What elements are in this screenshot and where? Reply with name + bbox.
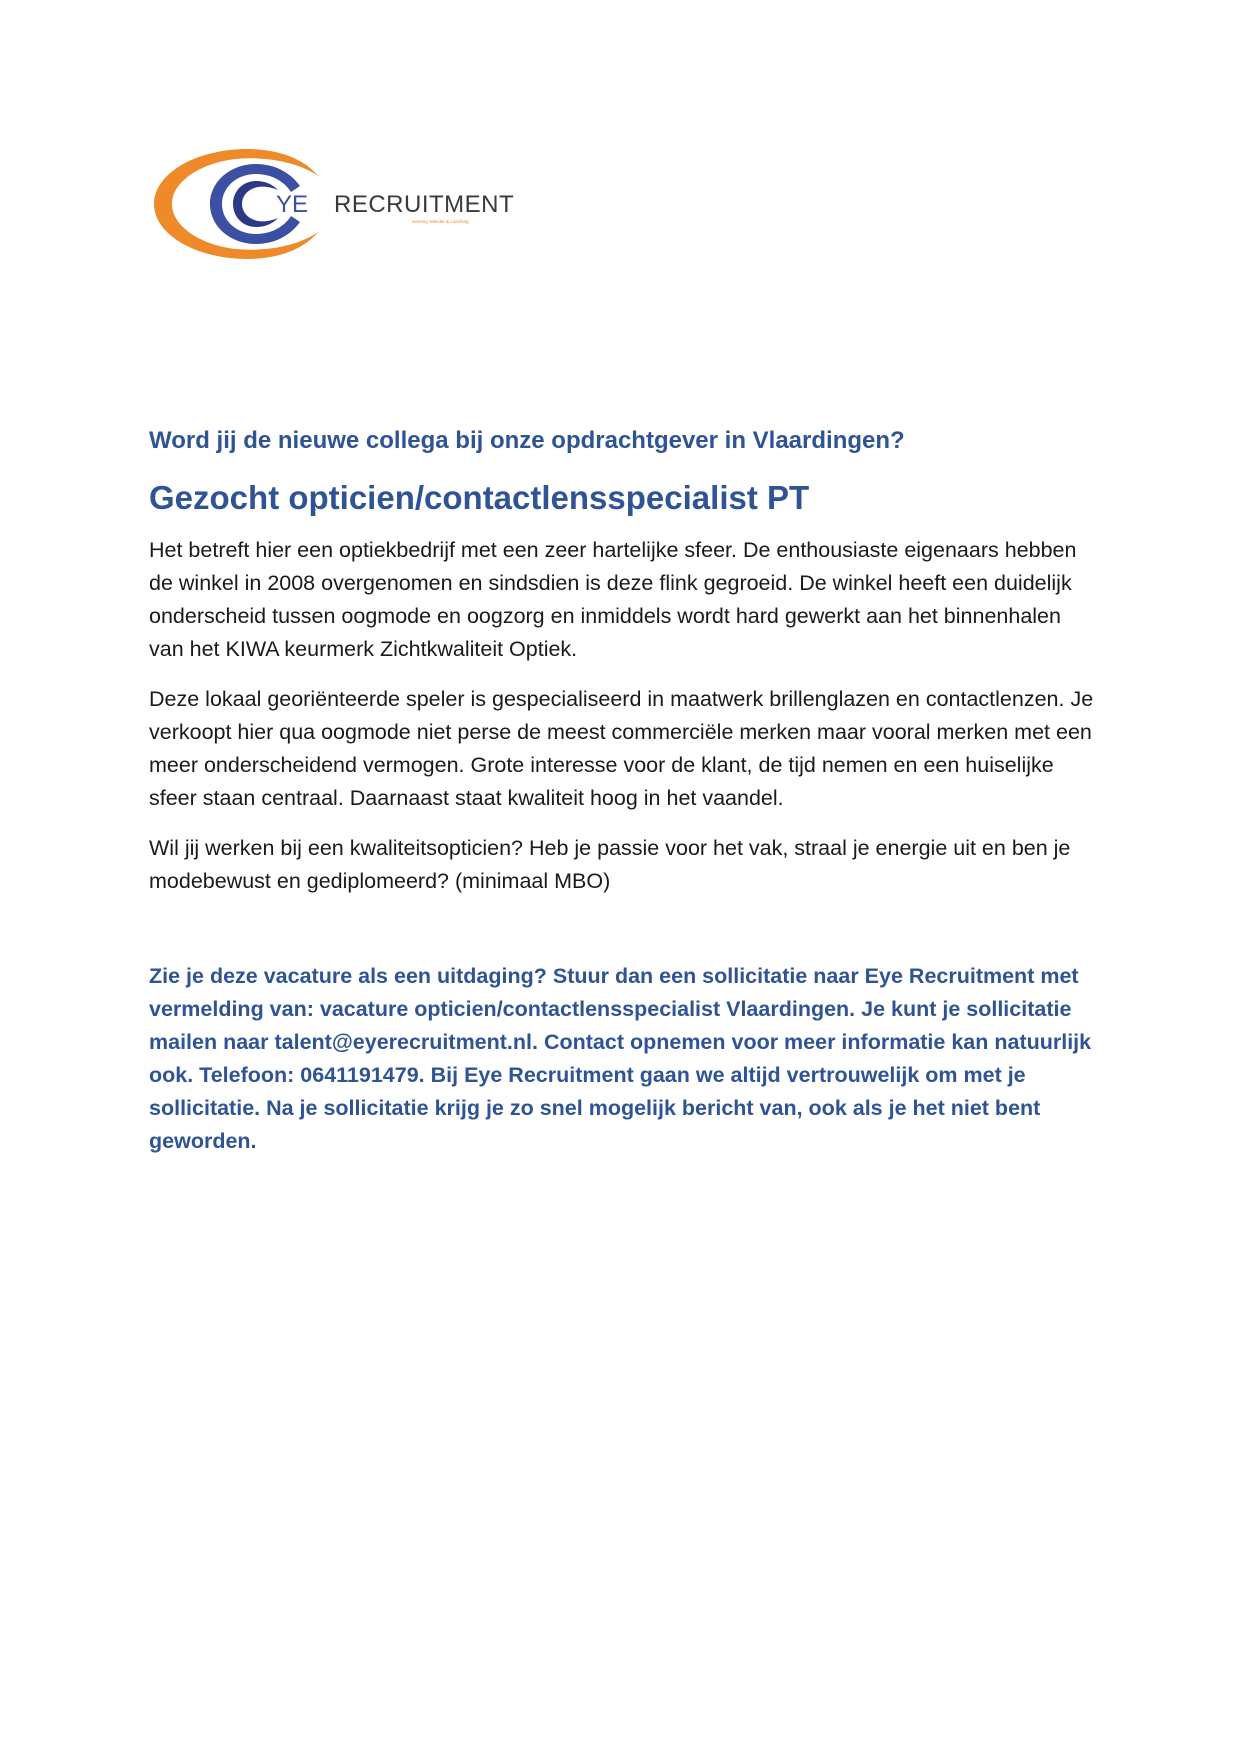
vacancy-subtitle: Word jij de nieuwe collega bij onze opdrachtgever in Vlaardingen? xyxy=(149,427,905,454)
paragraph-specialism: Deze lokaal georiënteerde speler is gespecialiseerd in maatwerk brillenglazen en contactlenzen. Je verkoopt hier qua oogmode niet perse de meest commerciële merken maar vooral merken met een meer onderscheidend vermogen. Grote interesse voor de klant, de tijd nemen en een huiselijke sfeer staan centraal. Daarnaast staat kwaliteit hoog in het vaandel. xyxy=(149,687,1094,810)
paragraph-profile: Wil jij werken bij een kwaliteitsopticien? Heb je passie voor het vak, straal je energie uit en ben je modebewust en gediplomeerd? (minimaal MBO) xyxy=(149,836,1071,893)
eye-logo-icon xyxy=(150,146,530,262)
logo-brand-text: RECRUITMENT xyxy=(334,191,515,218)
call-to-action: Zie je deze vacature als een uitdaging? Stuur dan een sollicitatie naar Eye Recruitment met vermelding van: vacature opticien/contactlensspecialist Vlaardingen. Je kunt je sollicitatie mailen naar talent@eyerecruitment.nl. Contact opnemen voor meer informatie kan natuurlijk ook. Telefoon: 0641191479. Bij Eye Recruitment gaan we altijd vertrouwelijk om met je sollicitatie. Na je sollicitatie krijg je zo snel mogelijk bericht van, ook als je het niet bent geworden. xyxy=(149,964,1092,1153)
vacancy-description xyxy=(149,534,1099,898)
logo-eye-text: YE xyxy=(276,191,309,218)
logo-tagline: werving selectie & coaching xyxy=(412,219,469,224)
paragraph-company: Het betreft hier een optiekbedrijf met een zeer hartelijke sfeer. De enthousiaste eigenaars hebben de winkel in 2008 overgenomen en sindsdien is deze flink gegroeid. De winkel heeft een duidelijk onderscheid tussen oogmode en oogzorg en inmiddels wordt hard gewerkt aan het binnenhalen van het KIWA keurmerk Zichtkwaliteit Optiek. xyxy=(149,538,1077,661)
vacancy-title: Gezocht opticien/contactlensspecialist PT xyxy=(149,479,810,516)
vacancy-content xyxy=(149,424,1099,1158)
eye-recruitment-logo xyxy=(150,146,530,262)
